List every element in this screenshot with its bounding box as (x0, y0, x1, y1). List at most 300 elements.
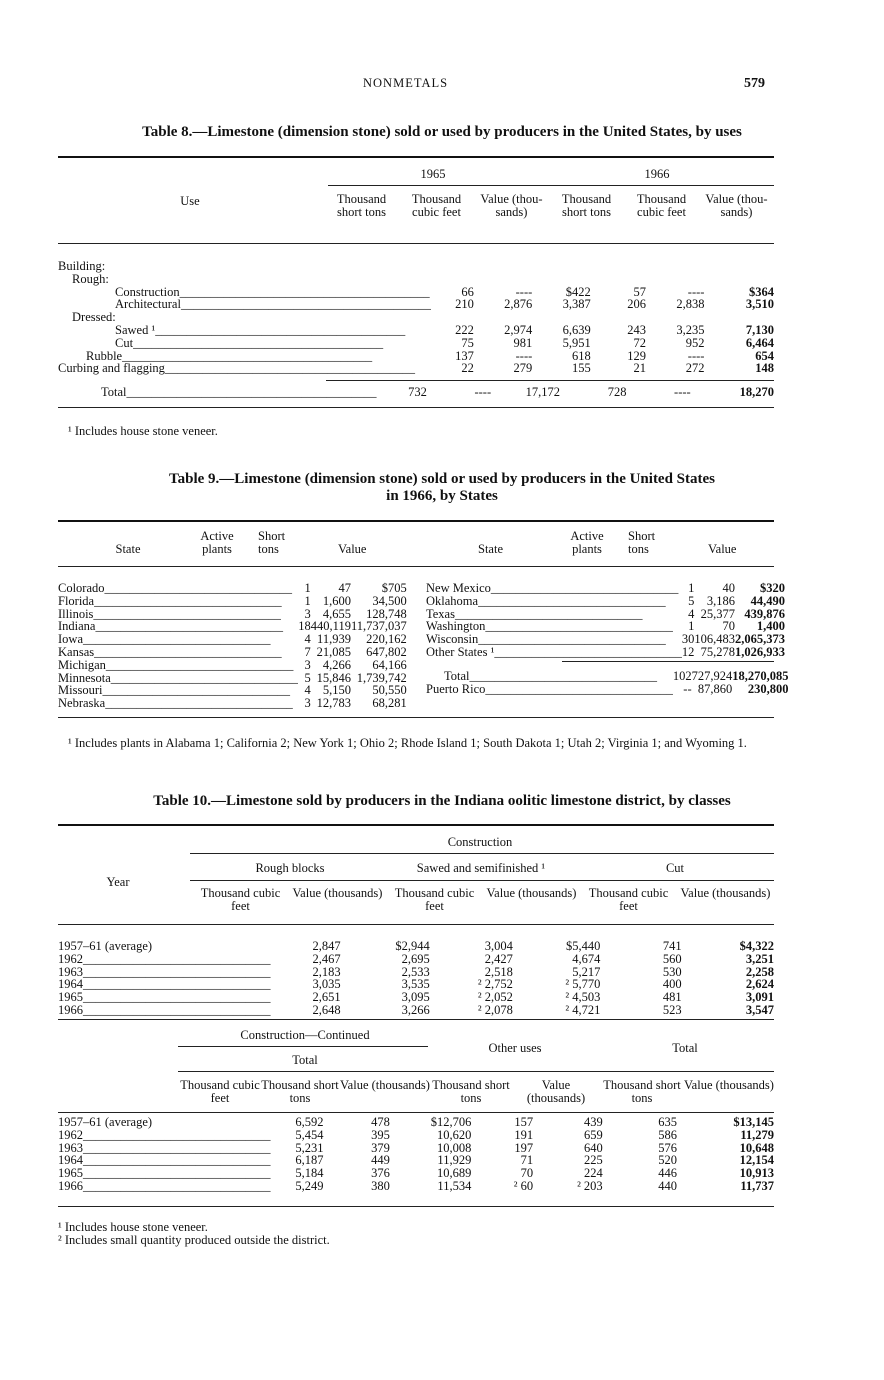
t10-leader: ______________________________ (83, 1179, 271, 1193)
t10-year-text: 1962 (58, 1128, 83, 1142)
t9-row (58, 672, 407, 685)
t8-total-rule (326, 380, 774, 381)
t10-cell: 2,467 (312, 951, 341, 966)
t10-cell: 3,091 (745, 990, 774, 1005)
t8-row-label-text: Rubble (86, 349, 123, 363)
t8-col-headers (324, 193, 774, 218)
t9-short: 15,846 (316, 670, 351, 685)
t9-state-text: Texas (426, 607, 455, 621)
t8-cell: 2,838 (676, 297, 705, 312)
t10-row (58, 1180, 774, 1193)
t9-value: 34,500 (372, 593, 407, 608)
t9-active: 4 (688, 606, 695, 621)
t9-active: 1 (688, 581, 695, 595)
t10-cell: 530 (662, 964, 682, 979)
t10-year (58, 966, 271, 979)
t8-cell: 6,639 (562, 322, 591, 337)
t10-group-rule2 (178, 1071, 774, 1072)
t8-h-value-65: Value (thou- sands) (480, 192, 543, 219)
t10-construction-continued: Construction—Continued (240, 1028, 370, 1042)
t9-active: 4 (304, 683, 311, 698)
t9-active: 1 (304, 581, 311, 595)
t10-leader: ______________________________ (83, 1167, 271, 1180)
t10-cell: 576 (658, 1140, 677, 1155)
t10-year-text: 1965 (58, 1167, 83, 1180)
t10-cell: 586 (658, 1127, 677, 1142)
t9-leader: ______________________________ (110, 671, 299, 685)
t10-cell: 3,095 (401, 990, 430, 1005)
t9-state (58, 659, 298, 672)
t8-cell: 7,130 (745, 322, 774, 337)
t10-cont-rule (178, 1046, 428, 1047)
t9-state (58, 697, 298, 710)
t9-state-text: Kansas (58, 645, 95, 659)
t10-cell: 376 (371, 1166, 390, 1181)
t9-leader: ______________________________ (454, 607, 643, 621)
t9-row (58, 582, 407, 595)
t10-cell: $5,440 (565, 939, 601, 953)
t9-total-row-label (426, 670, 673, 683)
t8-cell: ---- (687, 284, 705, 299)
t10-cell: 4,674 (572, 951, 601, 966)
t10-cell: 3,547 (745, 1002, 774, 1017)
t8-row-label-text: Dressed: (72, 311, 116, 324)
t9-pr-row-label-text: Puerto Rico (426, 682, 486, 696)
t8-row-label-text: Rough: (72, 272, 109, 286)
t8-cell: 654 (755, 348, 774, 363)
t9-pr-row-short: 87,860 (697, 681, 733, 696)
t10-other-uses: Other uses (488, 1041, 542, 1055)
t9-active: 12 (681, 644, 695, 659)
t8-cell (646, 260, 704, 273)
t8-cell (591, 273, 646, 286)
t10-mid-rule (58, 1019, 774, 1020)
t9-leader: ______________________________ (105, 658, 294, 672)
t10-cell: 3,535 (401, 977, 430, 992)
t8-cell (431, 260, 474, 273)
t9-leader: ______________________________ (104, 582, 293, 595)
t10-cell: 12,154 (739, 1153, 774, 1168)
t10-header-rule (58, 924, 774, 925)
t10-h1-sawed-val: Value (thousands) (486, 886, 577, 900)
table8-title: Table 8.—Limestone (dimension stone) sold or used by producers in the United States, by uses (142, 124, 742, 140)
t9-state-text: New Mexico (426, 582, 491, 595)
t9-h-value-left: Value (338, 542, 367, 556)
t10-construction-rule (190, 853, 774, 854)
t10-cell: 446 (658, 1166, 677, 1181)
t9-leader: ______________________________ (93, 607, 281, 621)
t8-leader: ________________________________________ (180, 298, 431, 312)
t10-cell: 2,427 (484, 951, 513, 966)
t9-pr-row-label (426, 683, 673, 696)
t10-cell: 2,651 (312, 990, 341, 1005)
t10-year-text: 1962 (58, 952, 83, 966)
t10-cell: 2,695 (401, 951, 430, 966)
t9-state (426, 582, 682, 595)
t9-short: 25,377 (700, 606, 735, 621)
t10-bottom-rule (58, 1206, 774, 1207)
t9-active: 3 (304, 696, 311, 711)
t10-h2-total-val: Value (thousands) (684, 1078, 774, 1092)
t10-cell: 5,184 (295, 1166, 324, 1181)
t10-year (58, 991, 271, 1004)
t10-cell: 2,847 (312, 939, 341, 953)
t8-row (58, 337, 774, 350)
t9-headers (58, 530, 774, 560)
t8-cell: ---- (515, 284, 533, 299)
t10-row (58, 1004, 774, 1017)
t10-cell: 10,913 (739, 1166, 774, 1181)
t8-cell (474, 260, 532, 273)
t10-cell: 6,187 (295, 1153, 324, 1168)
t10-h1-rough-tcf: Thousand cubic feet (200, 886, 281, 913)
t8-footnote: ¹ Includes house stone veneer. (68, 424, 218, 438)
t8-year-rule (328, 185, 774, 186)
t9-leader: ______________________________ (94, 645, 282, 659)
t9-active: 1 (304, 593, 311, 608)
t9-pr-row-active: -- (683, 681, 692, 696)
t10-cell: 478 (371, 1115, 390, 1129)
t9-active: 4 (304, 632, 311, 647)
t9-active: 18 (298, 619, 311, 634)
t8-leader: ________________________________________ (122, 349, 373, 363)
t10-cell: ² 4,503 (565, 990, 601, 1005)
t10-cell: 379 (371, 1140, 390, 1155)
t8-cell: 272 (685, 361, 705, 376)
t10-leader: ______________________________ (83, 965, 271, 979)
t9-leader: ______________________________ (469, 670, 658, 683)
t8-cell: 3,235 (676, 322, 705, 337)
t9-h-short-right: Short tons (628, 529, 656, 556)
t8-header-rule (58, 243, 774, 244)
t9-leader: ______________________________ (95, 620, 283, 634)
t8-leader: ________________________________________ (133, 336, 384, 350)
t8-row-label (58, 273, 431, 286)
t8-row (58, 260, 774, 273)
t10-cell: 10,648 (739, 1140, 774, 1155)
t9-pr-row-value: 230,800 (747, 681, 789, 696)
t9-row (58, 646, 407, 659)
t9-state-text: Nebraska (58, 697, 106, 710)
t9-value: 2,065,373 (734, 632, 785, 647)
t9-total-row-active: 102 (672, 669, 692, 683)
t9-row (58, 697, 407, 710)
t9-row (426, 646, 785, 659)
t10-cell: 380 (371, 1178, 390, 1193)
t8-total-cell: ---- (674, 385, 691, 399)
t10-cell: 640 (583, 1140, 603, 1155)
t10-cell: 741 (662, 939, 682, 953)
t10-cell: 11,737 (740, 1178, 774, 1193)
t9-leader: ______________________________ (490, 582, 679, 595)
t10-cell: 10,008 (436, 1140, 472, 1155)
t8-total-cell: 732 (408, 385, 427, 399)
t9-state (58, 684, 298, 697)
t9-value: 1,400 (756, 619, 785, 634)
t8-row-label (58, 286, 431, 299)
t8-h-feet-65: Thousand cubic feet (411, 192, 462, 219)
t8-cell: 279 (513, 361, 533, 376)
t10-h1-cut-tcf: Thousand cubic feet (588, 886, 669, 913)
t10-cell: 5,217 (572, 964, 601, 979)
t10-year-text: 1963 (58, 1141, 83, 1155)
t10-leader: ______________________________ (83, 991, 271, 1004)
t9-short: 1,600 (322, 593, 351, 608)
t8-row-label (58, 260, 431, 273)
t10-cell: 157 (514, 1115, 534, 1129)
t9-row (58, 684, 407, 697)
t9-active: 30 (681, 632, 695, 647)
t10-sawed: Sawed and semifinished ¹ (416, 861, 546, 875)
t8-row (58, 350, 774, 363)
table9-title-line2: in 1966, by States (386, 488, 498, 504)
t8-row-label (58, 350, 431, 363)
t9-active: 3 (304, 606, 311, 621)
t8-cell: 981 (513, 335, 533, 350)
t8-row (58, 286, 774, 299)
t8-cell (474, 273, 532, 286)
t8-year-1965: 1965 (420, 167, 446, 181)
t10-leader: ______________________________ (83, 1128, 271, 1142)
t10-total-sub: Total (292, 1053, 318, 1067)
t8-cell: 148 (755, 361, 774, 376)
t9-state (58, 633, 298, 646)
t8-cell: 3,387 (562, 297, 591, 312)
t8-row-label (58, 362, 431, 375)
t10-cut: Cut (665, 861, 685, 875)
t8-cell: 206 (627, 297, 646, 312)
t9-short: 106,483 (694, 632, 735, 647)
t9-value: 647,802 (366, 644, 407, 659)
t10-cell: 197 (514, 1140, 534, 1155)
t9-value: 68,281 (372, 696, 407, 711)
t10-leader: ______________________________ (83, 1141, 271, 1155)
t9-value: 11,737,037 (350, 619, 407, 634)
t8-body (58, 260, 774, 375)
t9-value: 220,162 (366, 632, 407, 647)
t10-year (58, 1004, 271, 1017)
t8-cell: 75 (461, 335, 474, 350)
t10-year-text: 1964 (58, 1154, 83, 1168)
t9-value: 1,026,933 (734, 644, 785, 659)
t10-year (58, 1116, 271, 1129)
t8-h-tons-66: Thousand short tons (561, 192, 612, 219)
t9-right-body (426, 581, 785, 659)
t10-year-text: 1965 (58, 991, 83, 1004)
t10-leader: ______________________________ (83, 952, 271, 966)
t9-state-text: Wisconsin (426, 633, 479, 646)
t9-leader: ______________________________ (102, 684, 290, 698)
t10-cell: 440 (658, 1178, 677, 1193)
t10-construction: Construction (447, 835, 513, 849)
t9-h-active-left: Active plants (200, 529, 234, 556)
t9-row (58, 659, 407, 672)
t10-year (58, 1154, 271, 1167)
t10-cell: ² 5,770 (565, 977, 601, 992)
t10-row (58, 1129, 774, 1142)
t10-cell: 523 (662, 1002, 682, 1017)
t8-row-label-text: Cut (115, 336, 134, 350)
t10-cell: 70 (520, 1166, 534, 1181)
t8-cell: 6,464 (745, 335, 774, 350)
t10-h1-rough-val: Value (thousands) (292, 886, 383, 900)
t10-cell: 659 (583, 1127, 603, 1142)
t8-cell: 243 (627, 322, 646, 337)
t10-cell: 3,035 (312, 977, 341, 992)
t8-row (58, 324, 774, 337)
t10-h1-sawed-tcf: Thousand cubic feet (394, 886, 475, 913)
t9-active: 5 (688, 593, 695, 608)
t8-row-label-text: Architectural (115, 298, 181, 312)
t9-value: $320 (759, 581, 785, 595)
t8-row (58, 362, 774, 375)
t8-leader: ________________________________________ (126, 386, 377, 399)
t10-cell: 71 (520, 1153, 534, 1168)
t10-group-rule (190, 880, 774, 881)
t8-row-label (58, 324, 431, 337)
t9-row (58, 633, 407, 646)
t10-row (58, 940, 774, 953)
t10-year (58, 940, 271, 953)
t10-year-text: 1957–61 (average) (58, 1116, 153, 1129)
t9-leader: ______________________________ (485, 620, 673, 634)
t9-h-value-right: Value (708, 542, 737, 556)
t9-short: 40 (722, 581, 735, 595)
t10-cell: 481 (662, 990, 682, 1005)
t10-leader: ______________________________ (83, 978, 271, 992)
t9-total-row-value: 18,270,085 (732, 669, 789, 683)
t9-h-state-left: State (115, 542, 141, 556)
t10-cell: 3,004 (484, 939, 513, 953)
t9-h-state-right: State (478, 542, 503, 556)
t8-cell (704, 273, 774, 286)
t10-cell: ² 60 (513, 1178, 534, 1193)
t9-total-row-label-text: Total (444, 670, 470, 683)
t10-cell: $13,145 (733, 1115, 774, 1129)
t8-cell (532, 273, 590, 286)
t9-state (426, 646, 682, 659)
t10-row (58, 1116, 774, 1129)
t10-cell: ² 2,752 (477, 977, 513, 992)
t10-cell: 5,454 (295, 1127, 324, 1142)
page-number: 579 (744, 76, 765, 91)
t10-cell: ² 4,721 (565, 1002, 601, 1017)
t9-short: 4,655 (322, 606, 351, 621)
t10-cell: 3,251 (745, 951, 774, 966)
table10-top-rule (58, 824, 774, 826)
t8-total-cell: 18,270 (739, 385, 774, 399)
t9-active: 3 (304, 657, 311, 672)
t9-total-body (426, 669, 789, 696)
t9-state-text: Iowa (58, 633, 83, 646)
t10-h1-cut-val: Value (thousands) (680, 886, 771, 900)
t10-h2-val: Value (thousands) (340, 1078, 430, 1092)
t9-header-rule (58, 566, 774, 567)
t10-cell: 224 (583, 1166, 603, 1181)
t10-cell: ² 203 (577, 1178, 603, 1193)
t9-value: 50,550 (372, 683, 407, 698)
t10-year-header: Year (106, 875, 130, 889)
t9-state (426, 595, 682, 608)
t10-h2-tcf: Thousand cubic feet (180, 1078, 260, 1105)
t9-leader: ______________________________ (485, 682, 673, 696)
t10-cell: ² 2,052 (477, 990, 513, 1005)
t8-row-label (58, 337, 431, 350)
t8-row (58, 298, 774, 311)
t8-cell: ---- (687, 348, 705, 363)
t9-leader: ______________________________ (94, 594, 282, 608)
t9-state-text: Oklahoma (426, 594, 479, 608)
t10-year (58, 978, 271, 991)
t8-cell: 222 (455, 322, 474, 337)
t8-cell: $364 (749, 284, 774, 299)
t9-state (58, 672, 298, 685)
t10-cell: $2,944 (395, 939, 430, 953)
t10-cell: 10,620 (436, 1127, 472, 1142)
t9-short: 5,150 (322, 683, 351, 698)
t10-cell: 191 (514, 1127, 534, 1142)
t9-short: 11,939 (317, 632, 351, 647)
t8-row (58, 273, 774, 286)
t9-value: 44,490 (750, 593, 785, 608)
t10-year (58, 953, 271, 966)
t10-leader: ______________________________ (83, 1154, 271, 1168)
t10-cell: 449 (371, 1153, 390, 1168)
t9-leader: ______________________________ (478, 633, 666, 646)
t9-pr-row (426, 683, 789, 696)
t10-cell: 3,266 (401, 1002, 430, 1017)
t8-cell: $422 (565, 284, 591, 299)
t9-row (58, 620, 407, 633)
t8-leader: ________________________________________ (155, 323, 406, 337)
t10-year-text: 1964 (58, 978, 83, 992)
t9-left-body (58, 581, 407, 711)
t8-cell: 618 (572, 348, 591, 363)
t8-leader: ________________________________________ (179, 285, 430, 299)
t10-cell: 11,929 (437, 1153, 472, 1168)
t10-cell: 560 (662, 951, 682, 966)
t10-header-rule2 (58, 1112, 774, 1113)
t8-total-cell: ---- (474, 385, 492, 399)
t8-row-label-text: Building: (58, 260, 106, 273)
t9-leader: ______________________________ (478, 594, 666, 608)
t8-h-tons-65: Thousand short tons (336, 192, 387, 219)
t10-cell: 2,533 (401, 964, 430, 979)
t9-footnote: ¹ Includes plants in Alabama 1; California 2; New York 1; Ohio 2; Rhode Island 1; South Dakota 1; Utah 2; Virginia 1; and Wyoming 1. (68, 736, 747, 750)
t9-row (426, 595, 785, 608)
t9-short: 70 (722, 619, 735, 634)
t9-active: 1 (688, 619, 695, 634)
t10-col-headers1 (192, 887, 774, 912)
t8-row-label (58, 311, 431, 324)
t8-cell: ---- (515, 348, 533, 363)
t8-row (58, 311, 774, 324)
t10-year (58, 1180, 271, 1193)
t9-state (58, 595, 298, 608)
t9-leader: ______________________________ (83, 633, 271, 646)
t10-footnote1: ¹ Includes house stone veneer. (58, 1220, 208, 1234)
t9-short: 3,186 (706, 593, 735, 608)
t8-cell: 3,510 (745, 297, 774, 312)
t9-short: 47 (338, 581, 351, 595)
t8-bottom-rule (58, 407, 774, 408)
t10-cell: 439 (583, 1115, 603, 1129)
t9-h-active-right: Active plants (570, 529, 604, 556)
t9-state-text: Missouri (58, 684, 103, 698)
t8-cell (532, 260, 590, 273)
t9-active: 5 (304, 670, 311, 685)
t8-cell: 22 (461, 361, 474, 376)
